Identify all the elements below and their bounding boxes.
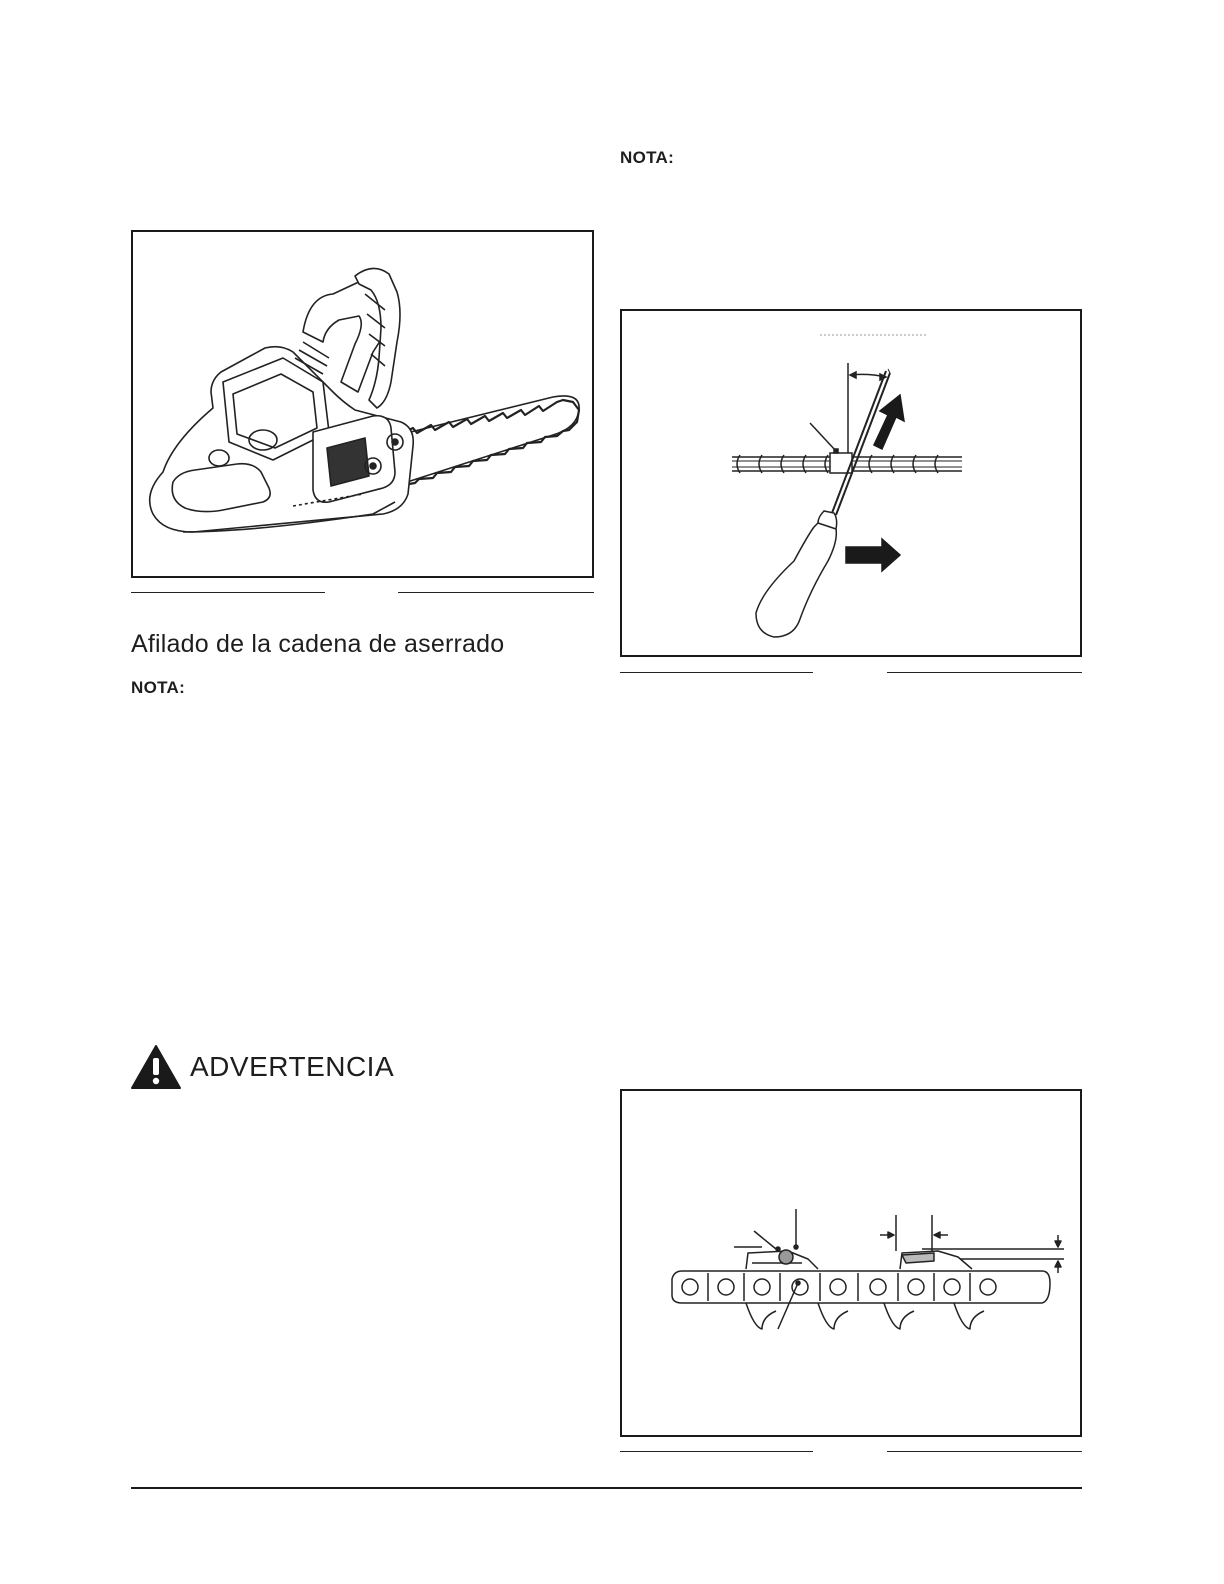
cutter-detail-figure [620,1089,1082,1437]
chainsaw-illustration [133,232,592,576]
chainsaw-figure [131,230,594,578]
warning-triangle-icon [130,1044,182,1090]
section-heading: Afilado de la cadena de aserrado [131,630,505,658]
nota-label-left: NOTA: [131,678,186,697]
caption-rule-left-fig1 [131,592,325,593]
caption-rule-right-fig1 [398,592,594,593]
file-sharpening-figure [620,309,1082,657]
footer-rule [131,1487,1082,1489]
warning-block [130,1044,394,1090]
warning-label: ADVERTENCIA [190,1051,395,1082]
caption-rule-left-fig2 [620,672,813,673]
chain-cutter-detail-diagram [622,1091,1080,1435]
nota-label-right: NOTA: [620,148,675,167]
chain-file-sharpening-diagram [622,311,1080,655]
caption-rule-right-fig3 [887,1451,1082,1452]
caption-rule-right-fig2 [887,672,1082,673]
caption-rule-left-fig3 [620,1451,813,1452]
